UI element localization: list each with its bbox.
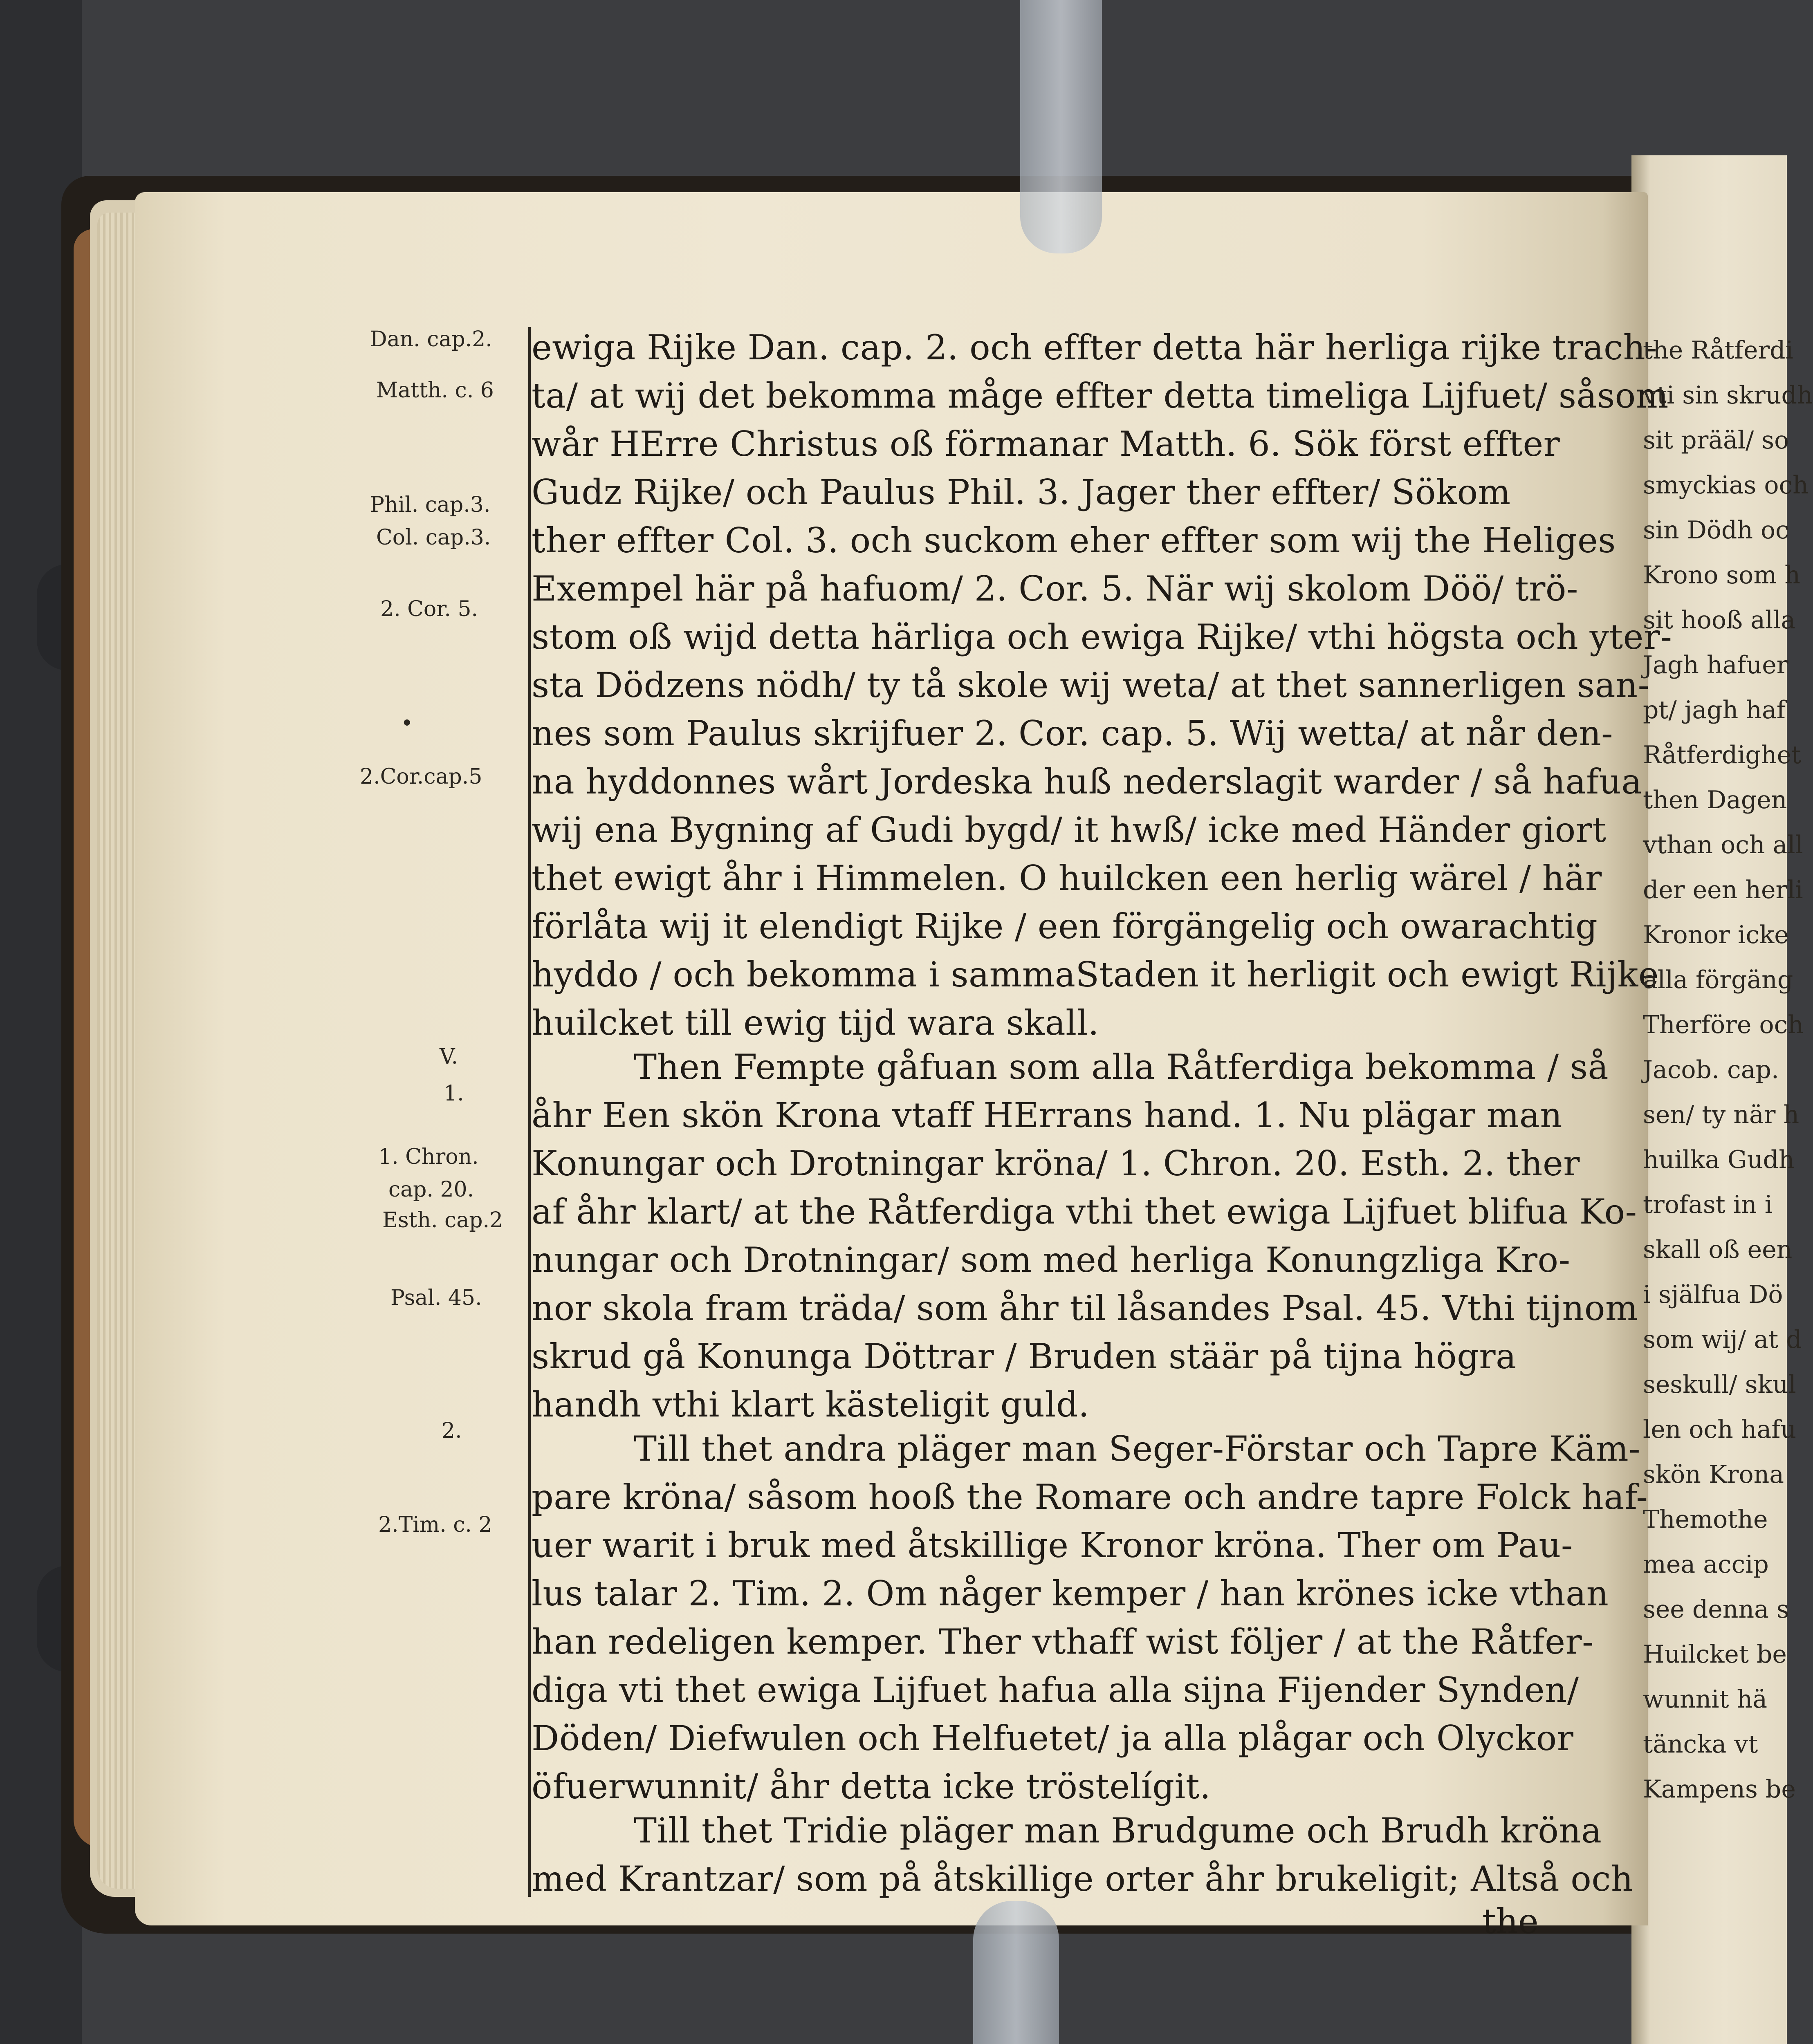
facing-page-line: Kampens be	[1643, 1775, 1796, 1804]
text-line: wår HErre Christus oß förmanar Matth. 6. Sök först effter	[532, 424, 1560, 464]
text-line: ewiga Rijke Dan. cap. 2. och effter detta här herliga rijke trach-	[532, 327, 1658, 368]
facing-page-line: som wij/ at d	[1643, 1325, 1802, 1354]
facing-page-line: sin Dödh oc	[1643, 516, 1789, 545]
text-line: diga vti thet ewiga Lijfuet hafua alla sijna Fijender Synden/	[532, 1670, 1579, 1710]
margin-note: Esth. cap.2	[382, 1208, 503, 1233]
facing-page-line: smyckias och	[1643, 471, 1809, 500]
text-line: Till thet andra pläger man Seger-Förstar och Tapre Käm-	[634, 1429, 1641, 1469]
text-line: sta Dödzens nödh/ ty tå skole wij weta/ at thet sannerligen san-	[532, 665, 1650, 705]
facing-page-line: Krono som h	[1643, 561, 1800, 589]
facing-page-line: mea accip	[1643, 1550, 1769, 1579]
facing-page-line: sen/ ty när h	[1643, 1100, 1800, 1129]
text-line: nungar och Drotningar/ som med herliga Konungzliga Kro-	[532, 1240, 1571, 1280]
facing-page-line: wunnit hä	[1643, 1685, 1768, 1714]
text-line: wij ena Bygning af Gudi bygd/ it hwß/ icke med Händer giort	[532, 810, 1607, 850]
facing-page-line: vthan och all	[1643, 831, 1803, 859]
margin-rule	[528, 327, 531, 1897]
margin-note: Matth. c. 6	[376, 378, 494, 403]
text-line: skrud gå Konunga Döttrar / Bruden stäär på tijna högra	[532, 1336, 1517, 1376]
text-line: lus talar 2. Tim. 2. Om någer kemper / han krönes icke vthan	[532, 1573, 1609, 1614]
text-line: Konungar och Drotningar kröna/ 1. Chron. 20. Esth. 2. ther	[532, 1143, 1580, 1183]
page-holder-clip-top	[1020, 0, 1102, 253]
facing-page-line: Jacob. cap.	[1643, 1056, 1779, 1084]
page-holder-clip-bottom	[973, 1901, 1059, 2044]
text-line: Exempel här på hafuom/ 2. Cor. 5. När wij skolom Döö/ trö-	[532, 569, 1578, 609]
margin-note: •	[401, 711, 413, 736]
text-line: thet ewigt åhr i Himmelen. O huilcken een herlig wärel / här	[532, 858, 1602, 898]
margin-note: 2.	[442, 1419, 462, 1443]
facing-page-line: trofast in i	[1643, 1190, 1773, 1219]
text-line: uer warit i bruk med åtskillige Kronor kröna. Ther om Pau-	[532, 1525, 1573, 1565]
margin-note: 2.Cor.cap.5	[360, 764, 482, 789]
text-line: handh vthi klart kästeligit guld.	[532, 1385, 1090, 1425]
margin-note: Col. cap.3.	[376, 525, 491, 550]
facing-page-line: Kronor icke	[1643, 921, 1789, 949]
text-line: hyddo / och bekomma i sammaStaden it herligit och ewigt Rijke	[532, 955, 1659, 995]
text-line: Gudz Rijke/ och Paulus Phil. 3. Jager ther effter/ Sökom	[532, 472, 1511, 512]
margin-note: cap. 20.	[388, 1177, 474, 1202]
facing-page-line: skön Krona	[1643, 1460, 1784, 1489]
facing-page-line: sit hooß alla	[1643, 606, 1796, 634]
text-line: nor skola fram träda/ som åhr til låsandes Psal. 45. Vthi tijnom	[532, 1288, 1638, 1328]
facing-page-line: Jagh hafuer	[1643, 651, 1788, 679]
text-line: stom oß wijd detta härliga och ewiga Rijke/ vthi högsta och yter-	[532, 617, 1672, 657]
facing-page-line: huilka Gudh	[1643, 1145, 1795, 1174]
margin-note: Psal. 45.	[390, 1286, 482, 1310]
text-line: öfuerwunnit/ åhr detta icke tröstelígit.	[532, 1766, 1211, 1806]
text-line: förlåta wij it elendigt Rijke / een förgängelig och owarachtig	[532, 906, 1598, 946]
facing-page-line: see denna s	[1643, 1595, 1789, 1624]
text-line: nes som Paulus skrijfuer 2. Cor. cap. 5. Wij wetta/ at når den-	[532, 713, 1613, 753]
text-line: han redeligen kemper. Ther vthaff wist följer / at the Råtfer-	[532, 1622, 1594, 1662]
margin-note: Phil. cap.3.	[370, 493, 491, 517]
facing-page-line: Råtferdighet	[1643, 741, 1802, 769]
text-line: huilcket till ewig tijd wara skall.	[532, 1003, 1099, 1043]
text-line: pare kröna/ såsom hooß the Romare och andre tapre Folck haf-	[532, 1477, 1648, 1517]
margin-note: 1.	[444, 1081, 464, 1106]
facing-page-line: alla förgäng	[1643, 966, 1793, 994]
margin-note: 2.Tim. c. 2	[378, 1513, 492, 1537]
facing-page-line: len och hafu	[1643, 1415, 1797, 1444]
facing-page-line: vti sin skrudh	[1643, 381, 1813, 410]
facing-page-line: Themothe	[1643, 1505, 1768, 1534]
text-line: med Krantzar/ som på åtskillige orter åhr brukeligit; Altså och	[532, 1859, 1633, 1899]
text-line: na hyddonnes wårt Jordeska huß nederslagit warder / så hafua	[532, 762, 1642, 802]
text-line: åhr Een skön Krona vtaff HErrans hand. 1. Nu plägar man	[532, 1095, 1563, 1135]
facing-page-line: täncka vt	[1643, 1730, 1758, 1759]
facing-page-line: i själfua Dö	[1643, 1280, 1783, 1309]
margin-note: 2. Cor. 5.	[380, 597, 478, 621]
facing-page-line: Huilcket be	[1643, 1640, 1787, 1669]
margin-note: Dan. cap.2.	[370, 327, 492, 352]
margin-note: V.	[440, 1044, 458, 1069]
facing-page-line: skall oß een	[1643, 1235, 1793, 1264]
catchword: the	[1482, 1901, 1539, 1941]
facing-page-line: der een herli	[1643, 876, 1803, 904]
facing-page-line: sit prääl/ so	[1643, 426, 1789, 455]
text-line: af åhr klart/ at the Råtferdiga vthi thet ewiga Lijfuet blifua Ko-	[532, 1192, 1637, 1232]
text-line: ta/ at wij det bekomma måge effter detta timeliga Lijfuet/ såsom	[532, 376, 1669, 416]
text-line: Till thet Tridie pläger man Brudgume och Brudh kröna	[634, 1811, 1602, 1851]
margin-note: 1. Chron.	[378, 1145, 479, 1169]
facing-page-line: seskull/ skul	[1643, 1370, 1796, 1399]
text-line: Döden/ Diefwulen och Helfuetet/ ja alla plågar och Olyckor	[532, 1718, 1574, 1758]
facing-page-line: then Dagen	[1643, 786, 1787, 814]
facing-page-line: pt/ jagh haf	[1643, 696, 1786, 724]
text-line: ther effter Col. 3. och suckom eher effter som wij the Heliges	[532, 520, 1616, 560]
facing-page-line: the Råtferdi	[1643, 336, 1793, 365]
text-line: Then Fempte gåfuan som alla Råtferdiga bekomma / så	[634, 1047, 1609, 1087]
facing-page-line: Therföre och	[1643, 1011, 1804, 1039]
